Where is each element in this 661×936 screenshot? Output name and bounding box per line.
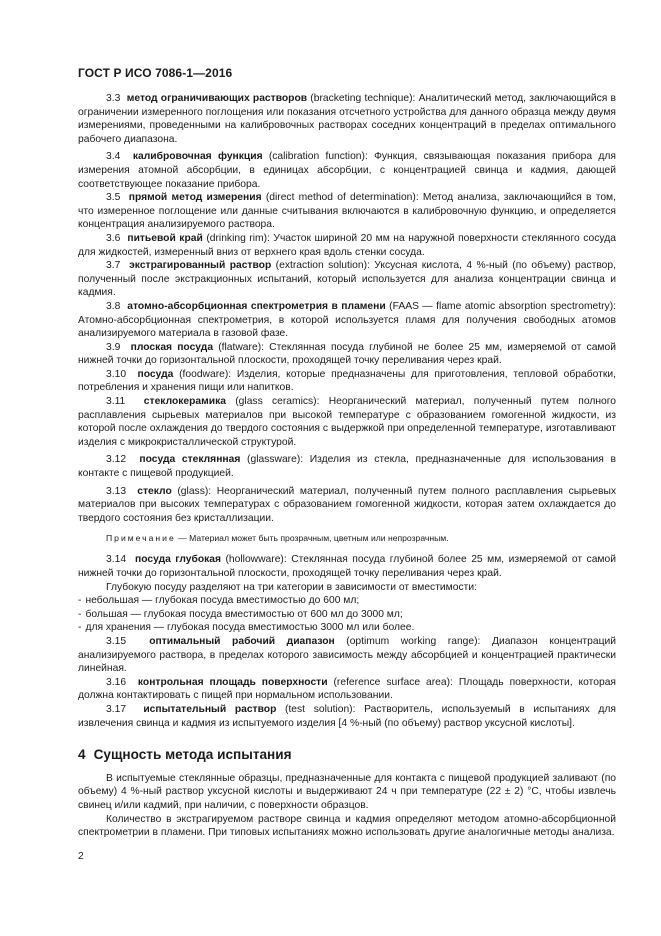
section-heading: [78, 748, 616, 762]
section-number: 4: [78, 747, 86, 763]
term-3-11: 3.11 стеклокерамика (glass ceramics): Неорганический материал, полученный путем полного расплавления сырьевых материалов при высокой температуре с образованием гомогенной жидкости, из которой после охлаждения до твердого состояния с выдержкой при определенной температуре, изготавливают изделия с микрокристаллической структурой.: [78, 396, 616, 448]
list-item: - небольшая — глубокая посуда вместимостью до 600 мл;: [78, 595, 360, 607]
note-label: Примечание: [106, 533, 176, 544]
term-3-15: 3.15 оптимальный рабочий диапазон (optimum working range): Диапазон концентраций анализируемого раствора, в пределах которого зависимость между абсорбцией и концентрацией практически линейная.: [78, 635, 616, 675]
term-3-8: 3.8 атомно-абсорбционная спектрометрия в пламени (FAAS — flame atomic absorption spectrometry): Атомно-абсорбционная спектрометрия, в которой используется пламя для получения свободных атомов анализируемого материала в газовой фазе.: [78, 300, 616, 340]
note: [78, 533, 616, 544]
term-3-3: 3.3 метод ограничивающих растворов (bracketing technique): Аналитический метод, заключающийся в ограничении измеренного поглощения или показания отсчетного устройства для данного образца между двумя измерениями, проведенными на калибровочных растворах соседних концентраций в пределах оптимального рабочего диапазона.: [78, 93, 616, 145]
term-3-6: 3.6 питьевой край (drinking rim): Участок шириной 20 мм на наружной поверхности стеклянного сосуда для жидкостей, измеренный вниз от верхнего края вдоль стенки сосуда.: [78, 232, 616, 258]
term-3-10: 3.10 посуда (foodware): Изделия, которые предназначены для приготовления, тепловой обработки, потребления и хранения пищи или напитков.: [78, 368, 616, 394]
list-item: - для хранения — глубокая посуда вместимостью 3000 мл или более.: [78, 622, 415, 634]
section-paragraph: В испытуемые стеклянные образцы, предназначенные для контакта с пищевой продукцией заливают (по объему) 4 %-ный раствор уксусной кислоты и выдерживают 24 ч при температуре (22 ± 2) °С, чтобы извлечь свинец и/или кадмий, при наличии, с поверхности образцов.: [78, 772, 616, 811]
term-3-4: 3.4 калибровочная функция (calibration function): Функция, связывающая показания прибора для измерения атомной абсорбции, в единицах абсорбции, с концентрацией свинца и кадмия, дающей соответствующее показание прибора.: [78, 151, 616, 190]
document-header: ГОСТ Р ИСО 7086-1—2016: [78, 66, 233, 80]
term-3-5: 3.5 прямой метод измерения (direct method of determination): Метод анализа, заключающийся в том, что измеренное поглощение или данные считывания включаются в калибровочную функцию, и определяется концентрация анализируемого раствора.: [78, 192, 616, 231]
section-title: Сущность метода испытания: [93, 747, 292, 763]
page-body: [78, 92, 616, 840]
hollowware-intro: Глубокую посуду разделяют на три категории в зависимости от вместимости:: [106, 581, 477, 593]
note-text: — Материал может быть прозрачным, цветным или непрозрачным.: [175, 533, 449, 544]
term-3-9: 3.9 плоская посуда (flatware): Стеклянная посуда глубиной не более 25 мм, измеряемой от самой нижней точки до горизонтальной плоскости, проходящей точку переливания через край.: [78, 341, 616, 367]
page-number: 2: [78, 851, 84, 862]
list-item: - большая — глубокая посуда вместимостью от 600 мл до 3000 мл;: [78, 608, 403, 620]
term-3-16: 3.16 контрольная площадь поверхности (reference surface area): Площадь поверхности, которая должна контактировать с пищей при нормальном использовании.: [78, 676, 617, 702]
term-3-7: 3.7 экстрагированный раствор (extraction solution): Уксусная кислота, 4 %-ный (по объему) раствор, полученный после экстракционных испытаний, который используется для анализа концентрации свинца и кадмия.: [78, 260, 616, 299]
term-3-17: 3.17 испытательный раствор (test solution): Растворитель, используемый в испытаниях для извлечения свинца и кадмия из испытуемого изделия [4 %-ный (по объему) раствор уксусной кислоты].: [78, 703, 616, 729]
term-3-13: 3.13 стекло (glass): Неорганический материал, полученный путем полного расплавления сырьевых материалов при высоких температурах с образованием гомогенной жидкости, которая затем охлаждается до твердого состояния без кристаллизации.: [78, 485, 616, 524]
section-paragraph: Количество в экстрагируемом растворе свинца и кадмия определяют методом атомно-абсорбционной спектрометрии в пламени. При типовых испытаниях можно использовать другие аналогичные методы анализа.: [78, 813, 616, 839]
term-3-14: 3.14 посуда глубокая (hollowware): Стеклянная посуда глубиной более 25 мм, измеряемой от самой нижней точки до горизонтальной плоскости, проходящей точку переливания через край.: [78, 554, 616, 579]
term-3-12: 3.12 посуда стеклянная (glassware): Изделия из стекла, предназначенные для использования в контакте с пищевой продукцией.: [78, 454, 616, 480]
